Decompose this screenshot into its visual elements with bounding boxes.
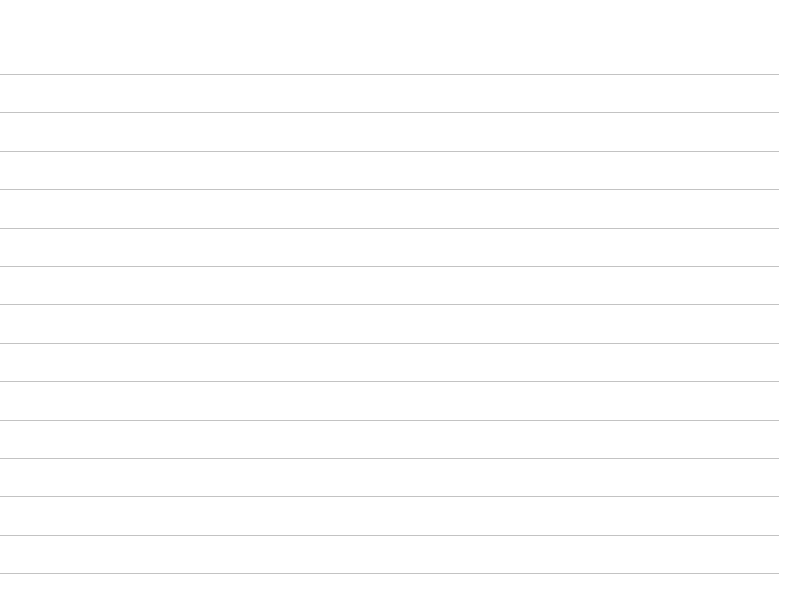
rule-line: [0, 420, 779, 421]
rule-line: [0, 228, 779, 229]
rule-line: [0, 573, 779, 574]
rule-line: [0, 112, 779, 113]
rule-line: [0, 266, 779, 267]
rule-line: [0, 74, 779, 75]
rule-line: [0, 304, 779, 305]
rule-line: [0, 458, 779, 459]
rule-line: [0, 381, 779, 382]
rule-line: [0, 151, 779, 152]
rule-line: [0, 496, 779, 497]
rule-line: [0, 343, 779, 344]
rule-line: [0, 535, 779, 536]
rule-line: [0, 189, 779, 190]
